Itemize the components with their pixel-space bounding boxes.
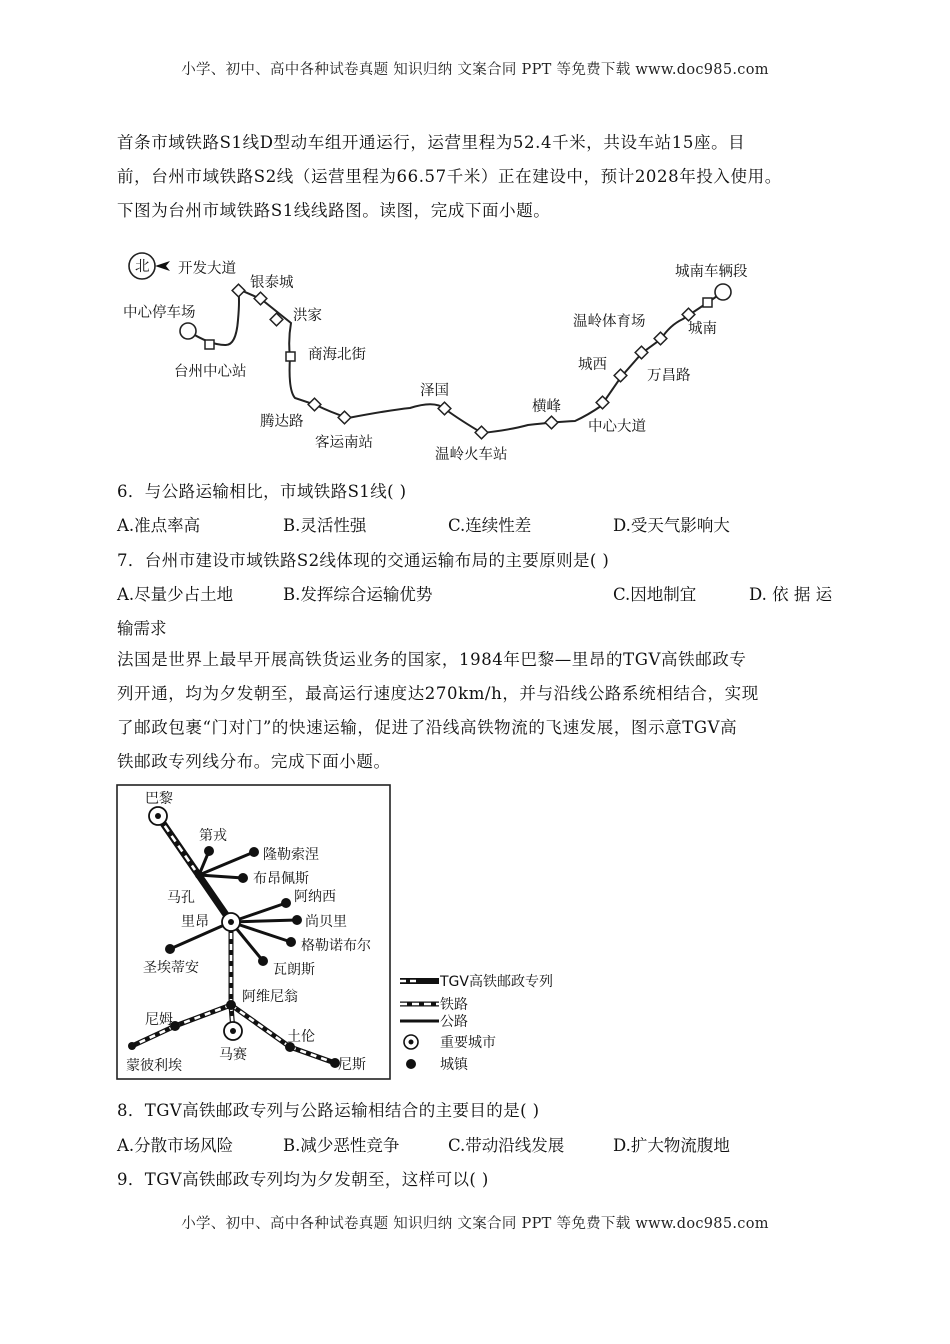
station-label: 城南车辆段 (675, 264, 748, 280)
station-marker (635, 346, 648, 359)
intro-passage-1 (117, 126, 837, 228)
place-label: 巴黎 (145, 791, 173, 807)
station-label: 开发大道 (178, 261, 236, 277)
place-label: 布昂佩斯 (253, 871, 309, 887)
intro-passage-2 (117, 643, 837, 779)
north-label: 北 (135, 259, 150, 275)
q8-option-b[interactable]: B.减少恶性竞争 (283, 1136, 400, 1155)
terminal-marker-west (180, 323, 196, 339)
intro2-line-4: 铁邮政专列线分布。完成下面小题。 (117, 752, 391, 771)
place-label: 尚贝里 (305, 914, 347, 930)
q7-option-d-wrap: 输需求 (117, 619, 167, 638)
page-footer: 小学、初中、高中各种试卷真题 知识归纳 文案合同 PPT 等免费下载 www.doc985.com (181, 1216, 769, 1232)
s1-route-line (188, 289, 723, 433)
place-label: 马孔 (167, 890, 195, 906)
place-label: 土伦 (287, 1029, 315, 1045)
station-label: 客运南站 (315, 435, 373, 451)
map-legend (400, 973, 553, 1073)
place-label: 圣埃蒂安 (143, 960, 199, 976)
station-label: 台州中心站 (174, 364, 247, 380)
q8-option-a[interactable]: A.分散市场风险 (117, 1136, 234, 1155)
question-9-stem: 9．TGV高铁邮政专列均为夕发朝至，这样可以( ) (117, 1170, 489, 1189)
station-label: 腾达路 (260, 414, 304, 430)
q6-option-b[interactable]: B.灵活性强 (283, 516, 367, 535)
q6-option-c[interactable]: C.连续性差 (448, 516, 532, 535)
station-marker (475, 426, 488, 439)
place-label: 阿维尼翁 (242, 989, 298, 1005)
station-label: 商海北街 (308, 347, 366, 363)
station-label: 泽国 (420, 383, 449, 399)
s1-line-map (110, 240, 770, 470)
intro2-line-3: 了邮政包裹“门对门”的快速运输，促进了沿线高铁物流的飞速发展，图示意TGV高 (117, 718, 738, 737)
legend-railway: 铁路 (440, 997, 468, 1013)
intro2-line-2: 列开通，均为夕发朝至，最高运行速度达270km/h，并与沿线公路系统相结合，实现 (117, 684, 759, 703)
place-label: 马赛 (219, 1047, 247, 1063)
station-label: 万昌路 (647, 368, 691, 384)
question-6-stem: 6．与公路运输相比，市域铁路S1线( ) (117, 482, 407, 501)
place-label: 隆勒索涅 (263, 847, 319, 863)
station-marker (308, 398, 321, 411)
place-label: 里昂 (181, 914, 209, 930)
station-marker (338, 411, 351, 424)
station-label: 银泰城 (250, 275, 294, 291)
q8-option-d[interactable]: D.扩大物流腹地 (613, 1136, 730, 1155)
q7-option-b[interactable]: B.发挥综合运输优势 (283, 585, 433, 604)
page-header: 小学、初中、高中各种试卷真题 知识归纳 文案合同 PPT 等免费下载 www.doc985.com (181, 62, 769, 78)
station-label: 横峰 (532, 399, 561, 415)
intro1-line-2: 前，台州市域铁路S2线（运营里程为66.57千米）正在建设中，预计2028年投入使用。 (117, 167, 782, 186)
station-label: 中心停车场 (123, 305, 196, 321)
intro1-line-3: 下图为台州市域铁路S1线线路图。读图，完成下面小题。 (117, 201, 551, 220)
q6-option-a[interactable]: A.准点率高 (117, 516, 201, 535)
north-arrow-icon (155, 261, 170, 271)
question-7-stem: 7．台州市建设市域铁路S2线体现的交通运输布局的主要原则是( ) (117, 551, 610, 570)
station-marker (545, 416, 558, 429)
station-marker (286, 352, 295, 361)
station-marker (703, 298, 712, 307)
place-label: 阿纳西 (294, 889, 336, 905)
station-label: 洪家 (293, 308, 322, 324)
terminal-marker-east (715, 284, 731, 300)
question-8-stem: 8．TGV高铁邮政专列与公路运输相结合的主要目的是( ) (117, 1101, 540, 1120)
place-label: 尼斯 (338, 1057, 366, 1073)
q7-option-c[interactable]: C.因地制宜 (613, 585, 697, 604)
legend-major-city: 重要城市 (440, 1035, 496, 1051)
place-label: 蒙彼利埃 (126, 1058, 182, 1074)
station-label: 城西 (578, 357, 607, 373)
station-marker (205, 340, 214, 349)
place-label: 尼姆 (145, 1012, 173, 1028)
station-label: 中心大道 (588, 419, 646, 435)
q8-option-c[interactable]: C.带动沿线发展 (448, 1136, 565, 1155)
station-marker (232, 284, 245, 297)
legend-town: 城镇 (440, 1057, 468, 1073)
q6-option-d[interactable]: D.受天气影响大 (613, 516, 730, 535)
intro2-line-1: 法国是世界上最早开展高铁货运业务的国家，1984年巴黎—里昂的TGV高铁邮政专 (117, 650, 747, 669)
station-label: 温岭体育场 (573, 314, 646, 330)
place-label: 第戎 (199, 828, 227, 844)
tgv-postal-map (115, 783, 595, 1083)
place-label: 格勒诺布尔 (301, 938, 371, 954)
station-label: 温岭火车站 (435, 447, 508, 463)
station-label: 城南 (688, 321, 717, 337)
legend-tgv: TGV高铁邮政专列 (440, 974, 553, 990)
q7-option-d[interactable]: D. 依 据 运 (749, 585, 833, 604)
q7-option-a[interactable]: A.尽量少占土地 (117, 585, 234, 604)
legend-road: 公路 (440, 1014, 468, 1030)
place-label: 瓦朗斯 (273, 962, 315, 978)
intro1-line-1: 首条市域铁路S1线D型动车组开通运行，运营里程为52.4千米，共设车站15座。目 (117, 133, 746, 152)
